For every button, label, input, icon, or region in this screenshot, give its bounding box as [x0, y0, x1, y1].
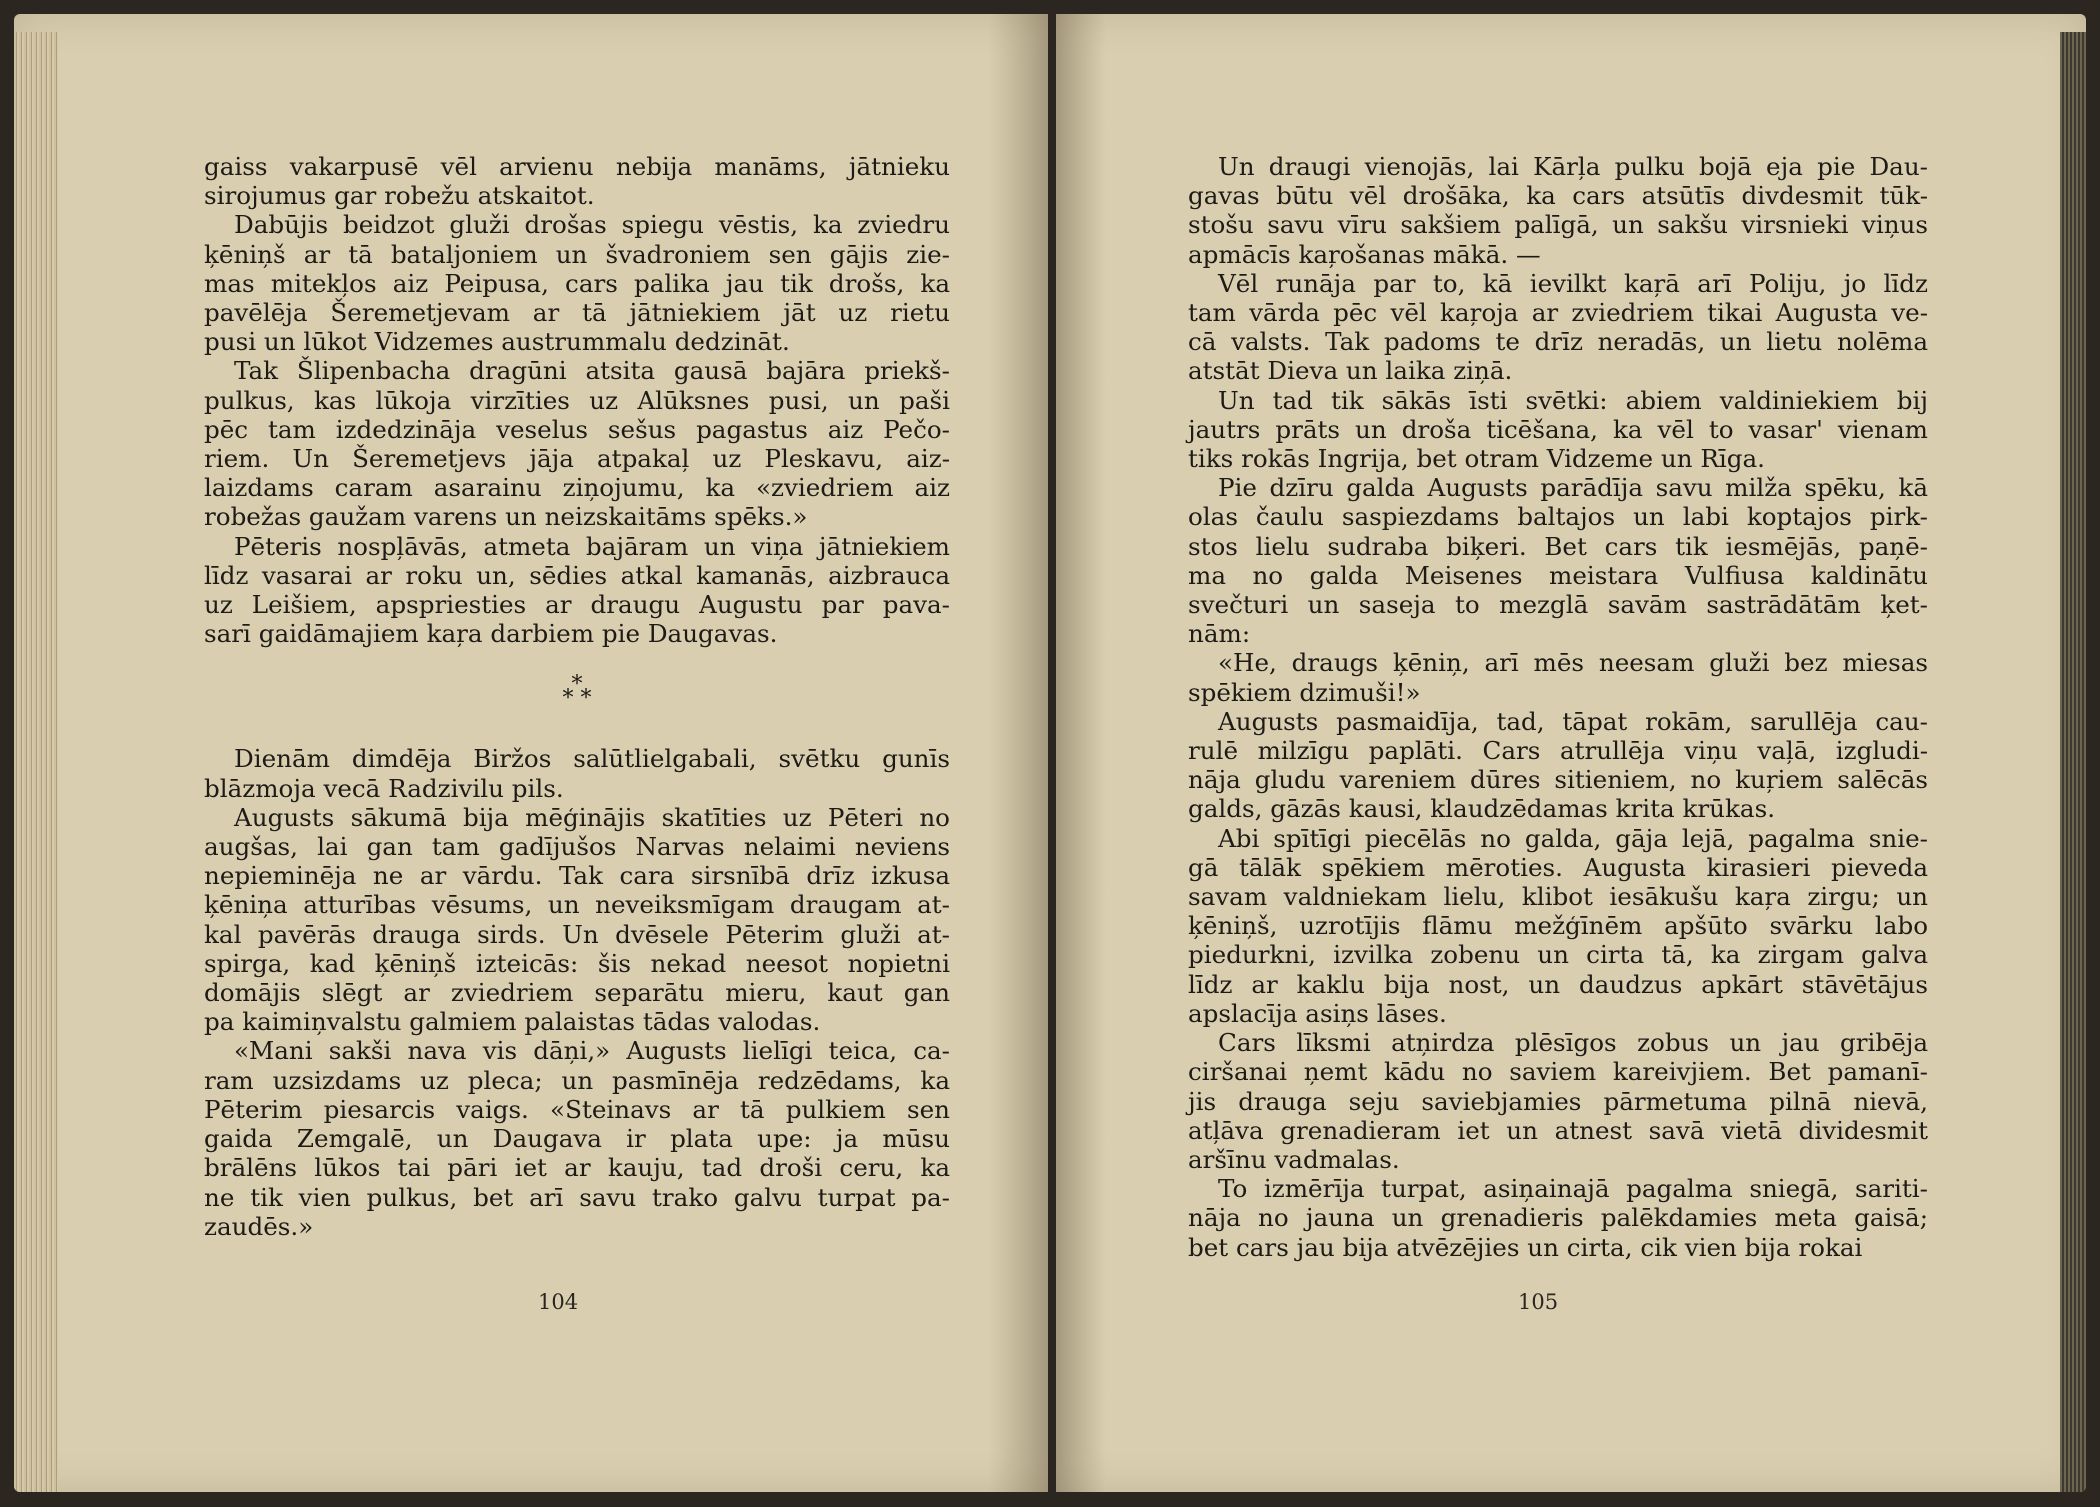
text-line: jis drauga seju saviebjamies pārmetuma pilnā nievā, — [1188, 1086, 1928, 1116]
page-number-left: 104 — [538, 1290, 579, 1314]
text-line: piedurkni, izvilka zobenu un cirta tā, ka zirgam galva — [1188, 940, 1928, 970]
text-line: To izmērīja turpat, asiņainajā pagalma sniegā, sariti- — [1218, 1174, 1928, 1204]
text-line: ne tik vien pulkus, bet arī savu trako galvu turpat pa- — [204, 1182, 950, 1212]
text-line: gavas būtu vēl drošāka, ka cars atsūtīs divdesmit tūk- — [1188, 181, 1928, 211]
page-edges-decoration — [14, 32, 58, 1492]
paragraph — [1188, 824, 1928, 1028]
text-line: Un tad tik sākās īsti svētki: abiem valdiniekiem bij — [1218, 385, 1928, 415]
text-line: domājis slēgt ar zviedriem separātu mieru, kaut gan — [204, 978, 950, 1008]
text-line: «Mani sakši nava vis dāņi,» Augusts lielīgi teica, ca- — [234, 1036, 950, 1066]
text-line: līdz vasarai ar roku un, sēdies atkal kamanās, aizbrauca — [204, 560, 950, 590]
text-line: stos lielu sudraba biķeri. Bet cars tik iesmējās, paņē- — [1188, 531, 1928, 561]
text-line: gaiss vakarpusē vēl arvienu nebija manāms, jātnieku — [204, 152, 950, 181]
text-line: spēkiem dzimuši!» — [1188, 677, 1421, 707]
text-line: svečturi un saseja to mezglā savām sastrādātām ķet- — [1188, 590, 1928, 620]
text-line: Augusts sākumā bija mēģinājis skatīties uz Pēteri no — [234, 802, 950, 832]
text-line: gā tālāk spēkiem mēroties. Augusta kirasieri pieveda — [1188, 852, 1928, 882]
text-line: galds, gāzās kausi, klaudzēdamas krita krūkas. — [1188, 794, 1776, 824]
paragraph — [204, 803, 950, 1037]
text-line: robežas gaužam varens un neizskaitāms spēks.» — [204, 502, 808, 532]
text-line: gaida Zemgalē, un Daugava ir plata upe: ja mūsu — [204, 1124, 950, 1154]
page-number-right: 105 — [1518, 1290, 1559, 1314]
text-line: pavēlēja Šeremetjevam ar tā jātniekiem jāt uz rietu — [204, 298, 950, 328]
text-line: apslacīja asiņs lāses. — [1188, 998, 1447, 1028]
text-line: Cars līksmi atņirdza plēsīgos zobus un jau gribēja — [1218, 1028, 1928, 1058]
paragraph — [1188, 648, 1928, 706]
text-line: zaudēs.» — [204, 1211, 314, 1241]
text-line: Pēteris nospļāvās, atmeta bajāram un viņa jātniekiem — [234, 531, 950, 561]
paragraph — [204, 532, 950, 649]
text-line: blāzmoja vecā Radzivilu pils. — [204, 773, 564, 803]
text-line: olas čaulu saspiezdams baltajos un labi koptajos pirk- — [1188, 502, 1928, 532]
text-line: kal pavērās drauga sirds. Un dvēsele Pēterim gluži at- — [204, 919, 950, 949]
text-line: Dabūjis beidzot gluži drošas spiegu vēstis, ka zviedru — [234, 210, 950, 240]
paragraph — [1188, 1174, 1928, 1262]
paragraph — [204, 356, 950, 531]
text-line: «He, draugs ķēniņ, arī mēs neesam gluži bez miesas — [1218, 648, 1928, 678]
text-line: mas mitekļos aiz Peipusa, cars palika jau tik drošs, ka — [204, 268, 950, 298]
text-line: spirga, kad ķēniņš izteicās: šis nekad neesot nopietni — [204, 948, 950, 978]
text-line: ķēniņš ar tā bataljoniem un švadroniem sen gājis zie- — [204, 239, 950, 269]
text-line: jautrs prāts un droša ticēšana, ka vēl to vasar' vienam — [1188, 414, 1928, 444]
paragraph — [1188, 473, 1928, 648]
text-line: nepieminēja ne ar vārdu. Tak cara sirsnībā drīz izkusa — [204, 861, 950, 891]
text-line: pa kaimiņvalstu galmiem palaistas tādas valodas. — [204, 1007, 821, 1037]
text-line: Pēterim piesarcis vaigs. «Steinavs ar tā pulkiem sen — [204, 1094, 950, 1124]
text-line: brālēns lūkos tai pāri iet ar kauju, tad droši ceru, ka — [204, 1153, 950, 1183]
text-line: Pie dzīru galda Augusts parādīja savu milža spēku, kā — [1218, 473, 1928, 503]
left-page-text — [204, 152, 950, 1241]
text-line: cā valsts. Tak padoms te drīz neradās, un lietu nolēma — [1188, 327, 1928, 357]
text-line: sarī gaidāmajiem kaŗa darbiem pie Daugavas. — [204, 619, 778, 649]
gutter-shadow — [1056, 14, 1106, 1492]
text-line: pulkus, kas lūkoja virzīties uz Alūksnes pusi, un paši — [204, 385, 950, 415]
text-line: Abi spītīgi piecēlās no galda, gāja lejā, pagalma snie- — [1218, 823, 1928, 853]
page-edges-decoration — [2060, 32, 2086, 1492]
asterism: * * * — [562, 672, 592, 712]
text-line: nāja no jauna un grenadieris palēkdamies meta gaisā; — [1188, 1203, 1928, 1233]
text-line: pusi un lūkot Vidzemes austrummalu dedzināt. — [204, 327, 790, 357]
text-line: Vēl runāja par to, kā ievilkt kaŗā arī Poliju, jo līdz — [1218, 268, 1928, 298]
text-line: Dienām dimdēja Biržos salūtlielgabali, svētku gunīs — [234, 744, 950, 774]
text-line: atstāt Dieva un laika ziņā. — [1188, 356, 1513, 386]
text-line: rulē milzīgu paplāti. Cars atrullēja viņu vaļā, izgludi- — [1188, 736, 1928, 766]
text-line: atļāva grenadieram iet un atnest savā vietā dividesmit — [1188, 1115, 1928, 1145]
text-line: ma no galda Meisenes meistara Vulfiusa kaldinātu — [1188, 560, 1928, 590]
text-line: ciršanai ņemt kādu no saviem kareivjiem. Bet pamanī- — [1188, 1057, 1928, 1087]
text-line: Augusts pasmaidīja, tad, tāpat rokām, sarullēja cau- — [1218, 706, 1928, 736]
text-line: laizdams caram asarainu ziņojumu, ka «zviedriem aiz — [204, 473, 950, 503]
section-break-asterisks — [204, 648, 950, 744]
gutter-shadow — [988, 14, 1048, 1492]
text-line: ķēniņa atturības vēsums, un neveiksmīgam draugam at- — [204, 890, 950, 920]
text-line: ķēniņš, uzrotījis flāmu mežģīnēm apšūto svārku labo — [1188, 911, 1928, 941]
paragraph — [1188, 386, 1928, 474]
paragraph — [204, 210, 950, 356]
text-line: aršīnu vadmalas. — [1188, 1144, 1400, 1174]
text-line: apmācīs kaŗošanas mākā. — — [1188, 239, 1541, 269]
text-line: savam valdniekam lielu, klibot iesākušu kaŗa zirgu; un — [1188, 882, 1928, 912]
text-line: ram uzsizdams uz pleca; un pasmīnēja redzēdams, ka — [204, 1065, 950, 1095]
paragraph — [204, 744, 950, 802]
text-line: tiks rokās Ingrija, bet otram Vidzeme un Rīga. — [1188, 444, 1765, 474]
text-line: augšas, lai gan tam gadījušos Narvas nelaimi neviens — [204, 832, 950, 862]
text-line: nāja gludu vareniem dūres sitieniem, no kuŗiem salēcās — [1188, 765, 1928, 795]
text-line: Tak Šlipenbacha dragūni atsita gausā bajāra priekš- — [234, 356, 950, 386]
paragraph — [204, 152, 950, 210]
text-line: līdz ar kaklu bija nost, un daudzus apkārt stāvētājus — [1188, 969, 1928, 999]
paragraph — [204, 1036, 950, 1240]
right-page-text — [1188, 152, 1928, 1262]
right-page — [1056, 14, 2086, 1492]
text-line: tam vārda pēc vēl kaŗoja ar zviedriem tikai Augusta ve- — [1188, 298, 1928, 328]
text-line: nām: — [1188, 619, 1251, 649]
text-line: stošu savu vīru sakšiem palīgā, un sakšu virsnieki viņus — [1188, 210, 1928, 240]
text-line: sirojumus gar robežu atskaitot. — [204, 181, 595, 211]
paragraph — [1188, 269, 1928, 386]
paragraph — [1188, 152, 1928, 269]
text-line: Un draugi vienojās, lai Kārļa pulku bojā eja pie Dau- — [1218, 152, 1928, 181]
text-line: bet cars jau bija atvēzējies un cirta, cik vien bija rokai — [1188, 1232, 1863, 1262]
text-line: uz Leišiem, apspriesties ar draugu Augustu par pava- — [204, 590, 950, 620]
text-line: pēc tam izdedzināja veselus sešus pagastus aiz Pečo- — [204, 414, 950, 444]
text-line: riem. Un Šeremetjevs jāja atpakaļ uz Pleskavu, aiz- — [204, 444, 950, 474]
paragraph — [1188, 1028, 1928, 1174]
left-page — [14, 14, 1048, 1492]
paragraph — [1188, 707, 1928, 824]
